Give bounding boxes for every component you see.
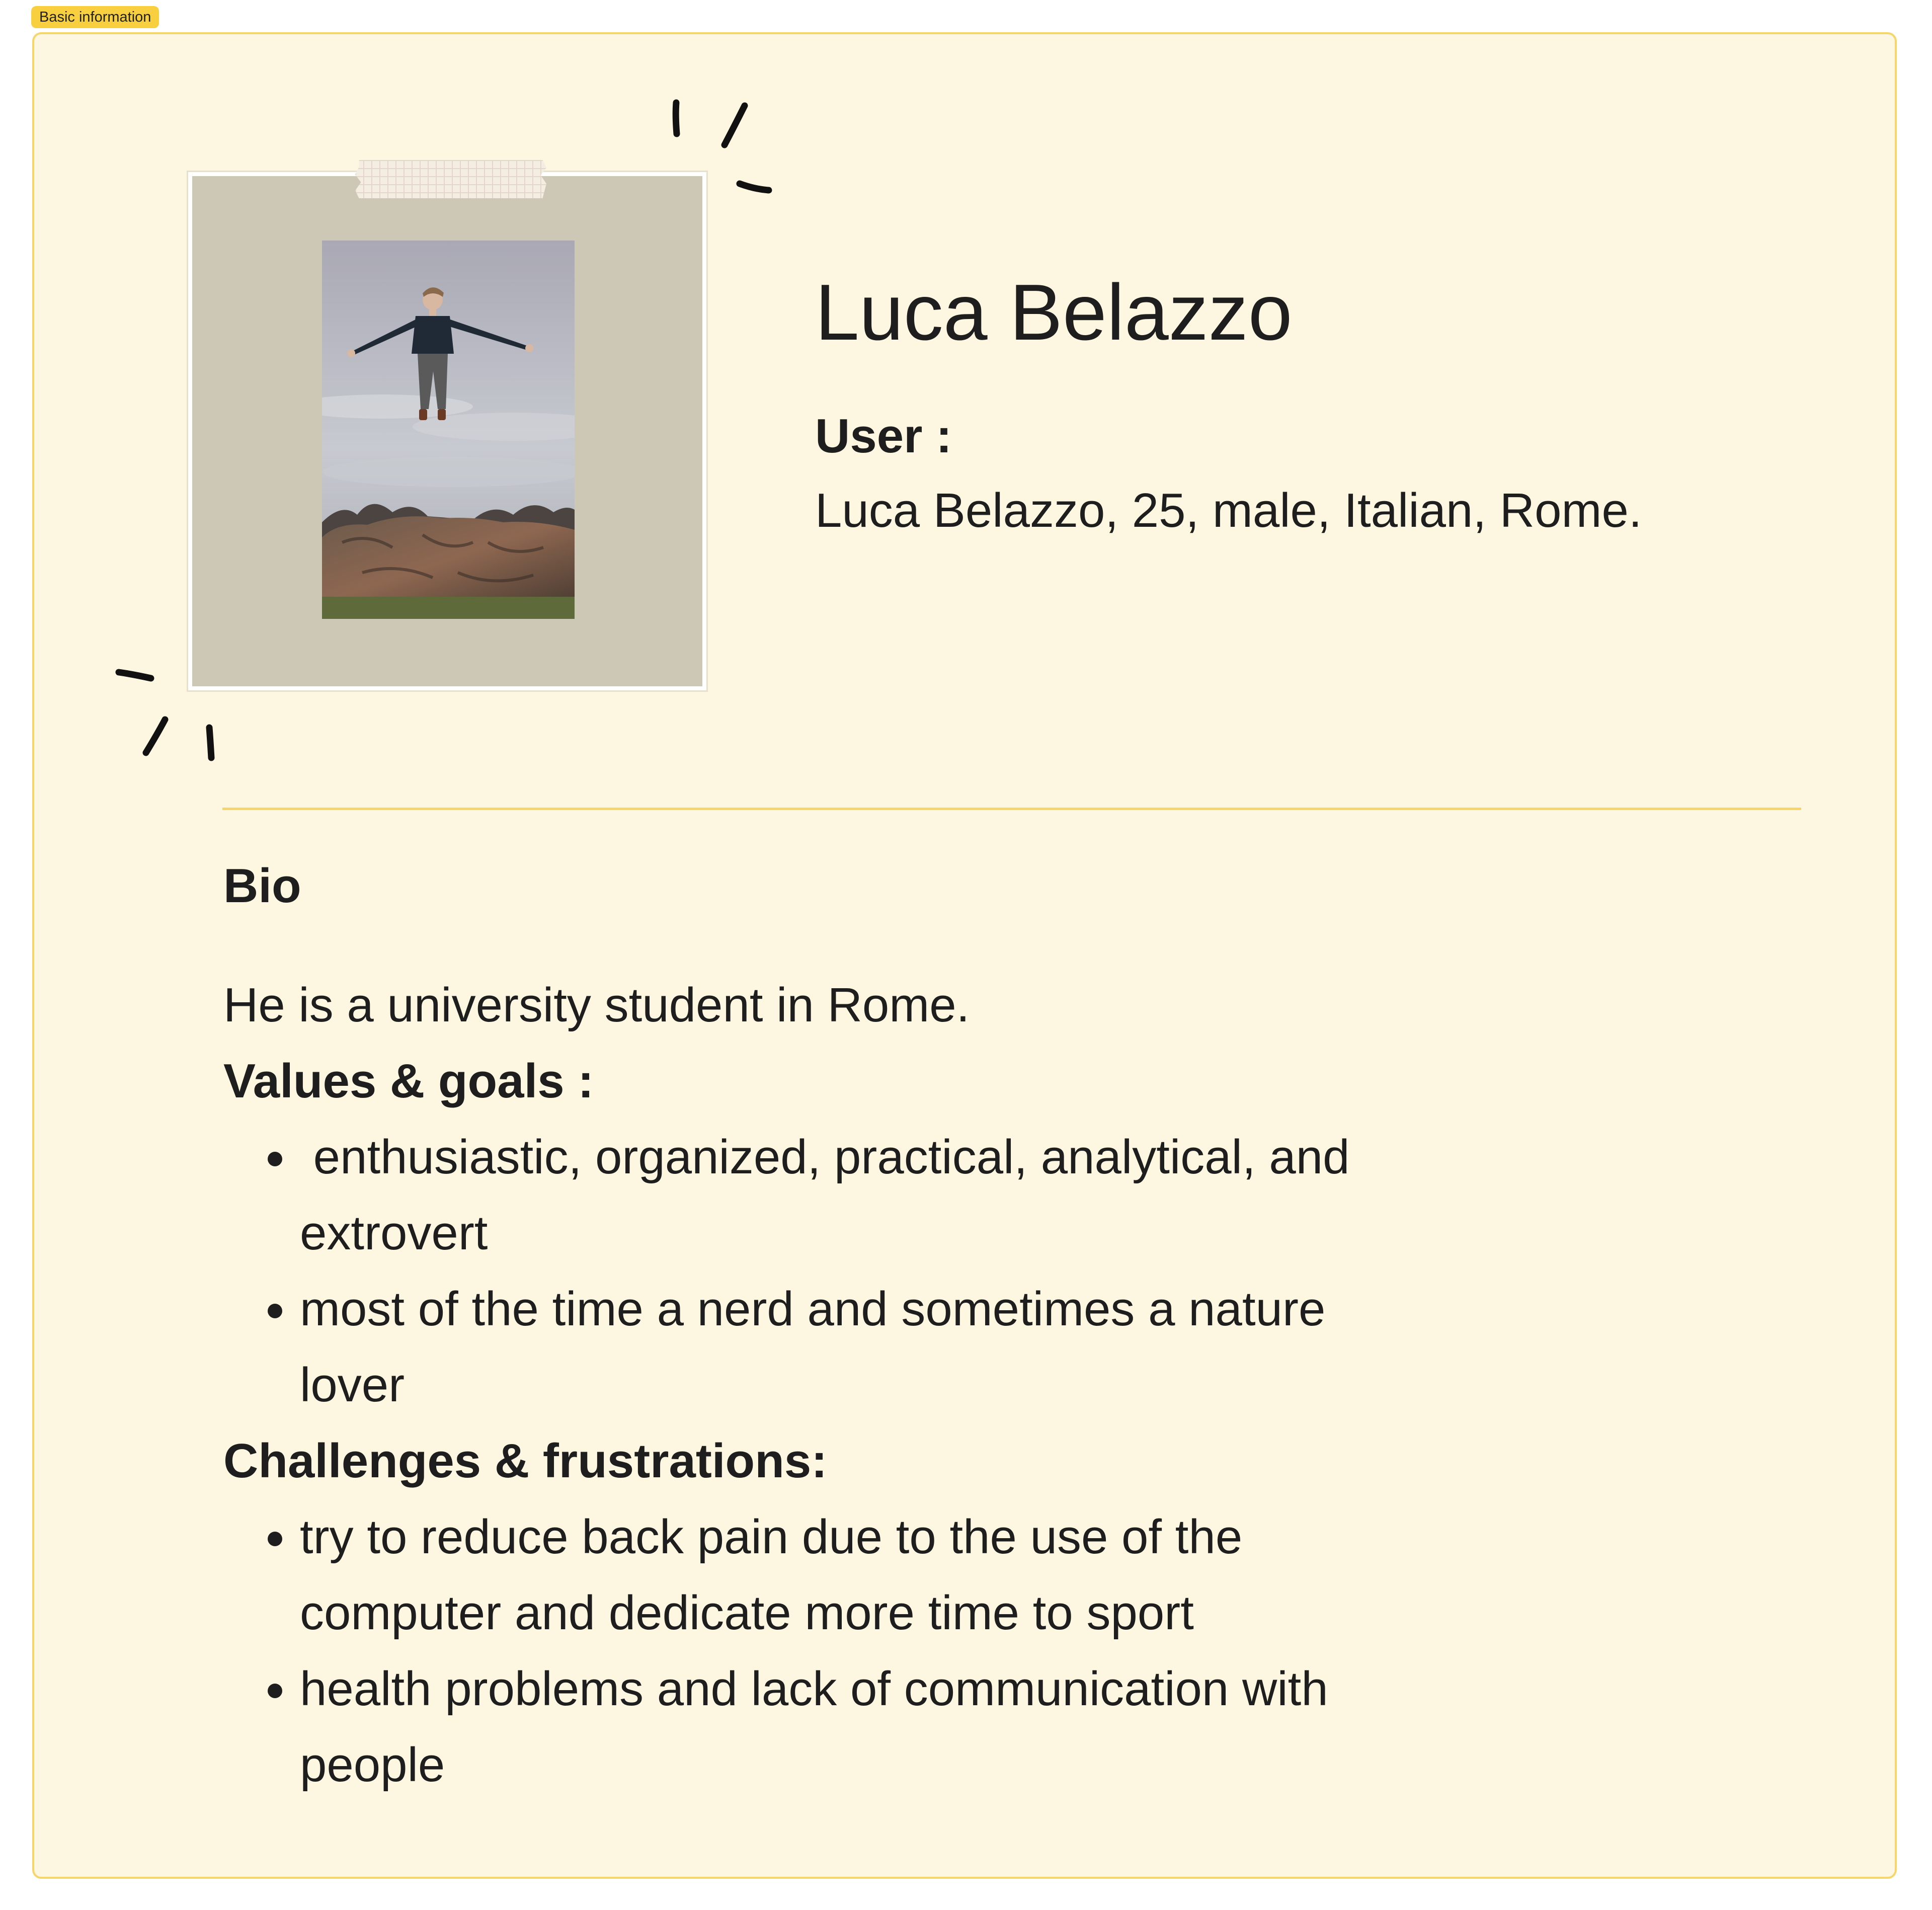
list-item: • health problems and lack of communication with people <box>300 1651 1381 1803</box>
challenges-heading: Challenges & frustrations: <box>223 1434 828 1488</box>
list-item: • enthusiastic, organized, practical, analytical, and extrovert <box>300 1119 1381 1271</box>
values-goals-list <box>223 1119 1381 1423</box>
bio-text <box>223 967 1381 1803</box>
sparkle-bottom-left-icon <box>111 654 231 775</box>
bio-intro: He is a university student in Rome. <box>223 978 970 1032</box>
section-divider <box>222 808 1801 810</box>
persona-name: Luca Belazzo <box>815 268 1293 357</box>
list-item: • try to reduce back pain due to the use of the computer and dedicate more time to sport <box>300 1499 1381 1651</box>
profile-photo <box>322 241 575 619</box>
grid-tape-decoration <box>355 160 546 198</box>
challenges-list <box>223 1499 1381 1803</box>
list-item: • most of the time a nerd and sometimes a nature lover <box>300 1271 1381 1423</box>
sparkle-top-right-icon <box>654 91 795 211</box>
user-details: Luca Belazzo, 25, male, Italian, Rome. <box>815 484 1642 537</box>
bio-heading: Bio <box>223 859 301 913</box>
values-goals-heading: Values & goals : <box>223 1054 594 1108</box>
frame-label-tag[interactable]: Basic information <box>31 6 159 28</box>
user-label: User : <box>815 409 952 463</box>
